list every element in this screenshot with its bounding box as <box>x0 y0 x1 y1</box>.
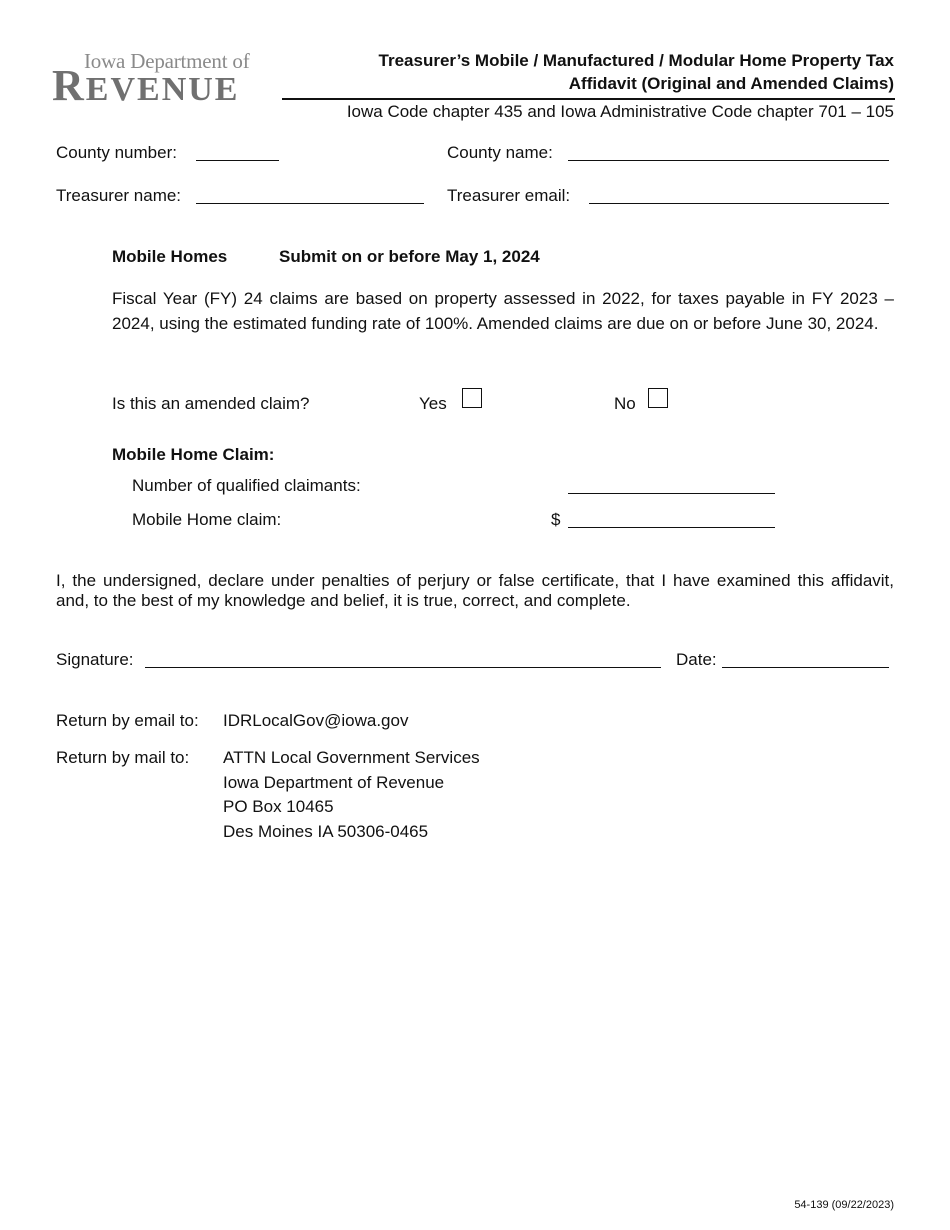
treasurer-email-field[interactable] <box>589 187 889 204</box>
signature-field[interactable] <box>145 651 661 668</box>
form-subtitle: Iowa Code chapter 435 and Iowa Administrative Code chapter 701 – 105 <box>346 102 894 121</box>
county-name-field[interactable] <box>568 144 889 161</box>
treasurer-name-field[interactable] <box>196 187 424 204</box>
return-mail-label: Return by mail to: <box>56 748 190 767</box>
logo-text-top: Iowa Department of <box>84 49 250 73</box>
no-label: No <box>614 394 636 413</box>
county-name-label: County name: <box>447 143 553 162</box>
date-field[interactable] <box>722 651 889 668</box>
form-title-line-1: Treasurer’s Mobile / Manufactured / Modular Home Property Tax <box>378 51 894 70</box>
claim-description: Fiscal Year (FY) 24 claims are based on property assessed in 2022, for taxes payable in FY 2023 – 2024, using the estimated funding rate of 100%. Amended claims are due on or before June 30, 2024. <box>112 289 894 333</box>
claim-heading: Mobile Home Claim: <box>112 445 275 464</box>
return-email-label: Return by email to: <box>56 711 199 730</box>
yes-label: Yes <box>419 394 447 413</box>
form-title-line-2: Affidavit (Original and Amended Claims) <box>568 74 894 93</box>
county-number-field[interactable] <box>196 144 279 161</box>
amended-yes-checkbox[interactable] <box>462 388 482 408</box>
perjury-declaration: I, the undersigned, declare under penalties of perjury or false certificate, that I have examined this affidavit, and, to the best of my knowledge and belief, it is true, correct, and complete. <box>56 571 894 610</box>
logo-text-main: REVENUE <box>52 61 240 110</box>
mail-address-line: Des Moines IA 50306-0465 <box>223 822 429 841</box>
treasurer-email-label: Treasurer email: <box>447 186 571 205</box>
mail-address-line: PO Box 10465 <box>223 797 334 816</box>
currency-symbol: $ <box>551 510 561 529</box>
claimants-count-field[interactable] <box>568 477 775 494</box>
amended-claim-question: Is this an amended claim? <box>112 394 310 413</box>
section-heading: Mobile Homes <box>112 247 228 266</box>
claim-amount-field[interactable] <box>568 511 775 528</box>
date-label: Date: <box>676 650 717 669</box>
treasurer-name-label: Treasurer name: <box>56 186 182 205</box>
claim-amount-label: Mobile Home claim: <box>132 510 282 529</box>
amended-no-checkbox[interactable] <box>648 388 668 408</box>
mail-address-line: Iowa Department of Revenue <box>223 773 445 792</box>
title-divider <box>282 98 895 100</box>
claimants-label: Number of qualified claimants: <box>132 476 361 495</box>
county-number-label: County number: <box>56 143 177 162</box>
submission-deadline: Submit on or before May 1, 2024 <box>279 247 540 266</box>
form-number: 54-139 (09/22/2023) <box>794 1199 894 1211</box>
signature-label: Signature: <box>56 650 134 669</box>
return-email-address: IDRLocalGov@iowa.gov <box>223 711 409 730</box>
mail-address-line: ATTN Local Government Services <box>223 748 480 767</box>
